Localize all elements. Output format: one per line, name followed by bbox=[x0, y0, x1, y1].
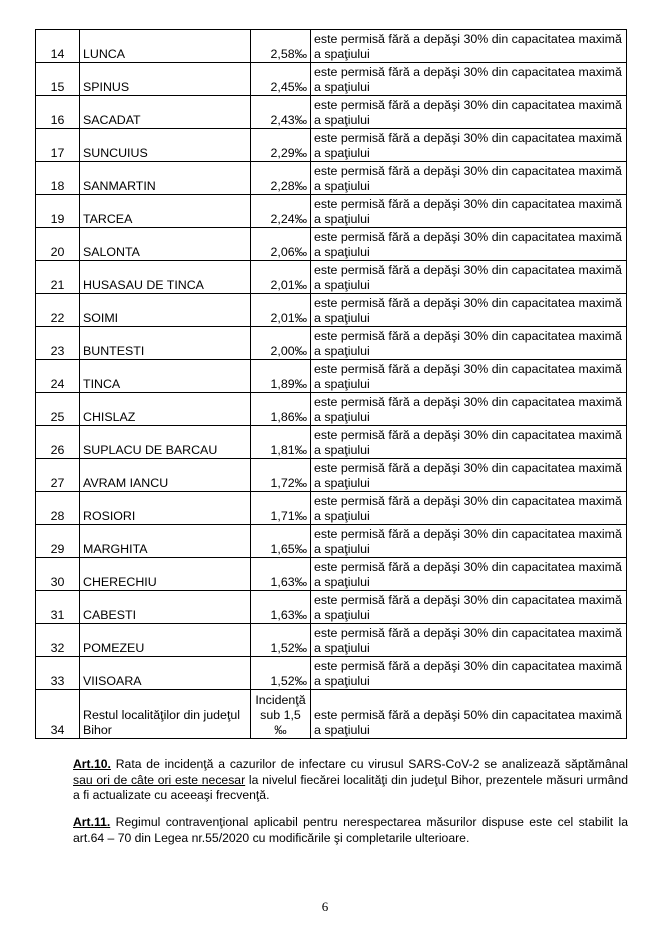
locality-name: ROSIORI bbox=[80, 492, 251, 525]
locality-name: AVRAM IANCU bbox=[80, 459, 251, 492]
row-number: 29 bbox=[36, 525, 80, 558]
table-row bbox=[36, 327, 627, 360]
row-number: 18 bbox=[36, 162, 80, 195]
row-number: 20 bbox=[36, 228, 80, 261]
measure-text: este permisă fără a depăşi 30% din capacitatea maximă a spaţiului bbox=[311, 96, 627, 129]
measure-text: este permisă fără a depăşi 30% din capacitatea maximă a spaţiului bbox=[311, 294, 627, 327]
incidence-rate: 1,63‰ bbox=[251, 558, 311, 591]
table-row bbox=[36, 30, 627, 63]
table-row bbox=[36, 426, 627, 459]
row-number: 16 bbox=[36, 96, 80, 129]
incidence-rate: 1,71‰ bbox=[251, 492, 311, 525]
incidence-rate: 2,43‰ bbox=[251, 96, 311, 129]
row-number: 27 bbox=[36, 459, 80, 492]
locality-name: VIISOARA bbox=[80, 657, 251, 690]
measure-text: este permisă fără a depăşi 30% din capacitatea maximă a spaţiului bbox=[311, 624, 627, 657]
locality-name: LUNCA bbox=[80, 30, 251, 63]
table-row bbox=[36, 96, 627, 129]
row-number: 32 bbox=[36, 624, 80, 657]
row-number: 28 bbox=[36, 492, 80, 525]
measure-text: este permisă fără a depăşi 30% din capacitatea maximă a spaţiului bbox=[311, 393, 627, 426]
table-row bbox=[36, 657, 627, 690]
measure-text: este permisă fără a depăşi 30% din capacitatea maximă a spaţiului bbox=[311, 327, 627, 360]
article-10-underlined: sau ori de câte ori este necesar bbox=[73, 772, 246, 787]
row-number: 15 bbox=[36, 63, 80, 96]
measure-text: este permisă fără a depăşi 30% din capacitatea maximă a spaţiului bbox=[311, 195, 627, 228]
incidence-rate: 1,63‰ bbox=[251, 591, 311, 624]
locality-name: HUSASAU DE TINCA bbox=[80, 261, 251, 294]
measure-text: este permisă fără a depăşi 30% din capacitatea maximă a spaţiului bbox=[311, 492, 627, 525]
article-11 bbox=[73, 815, 628, 846]
incidence-rate: 2,01‰ bbox=[251, 294, 311, 327]
table-row bbox=[36, 63, 627, 96]
table-row bbox=[36, 525, 627, 558]
measure-text: este permisă fără a depăşi 30% din capacitatea maximă a spaţiului bbox=[311, 591, 627, 624]
locality-name: TARCEA bbox=[80, 195, 251, 228]
incidence-rate: 1,52‰ bbox=[251, 657, 311, 690]
locality-name: SACADAT bbox=[80, 96, 251, 129]
row-number: 26 bbox=[36, 426, 80, 459]
measure-text: este permisă fără a depăşi 30% din capacitatea maximă a spaţiului bbox=[311, 162, 627, 195]
row-number: 14 bbox=[36, 30, 80, 63]
measure-text: este permisă fără a depăşi 50% din capacitatea maximă a spaţiului bbox=[311, 690, 627, 739]
locality-name: MARGHITA bbox=[80, 525, 251, 558]
incidence-rate: 1,89‰ bbox=[251, 360, 311, 393]
locality-name: POMEZEU bbox=[80, 624, 251, 657]
table-row bbox=[36, 294, 627, 327]
locality-name: CHISLAZ bbox=[80, 393, 251, 426]
incidence-table-body bbox=[36, 30, 627, 739]
incidence-rate: 2,29‰ bbox=[251, 129, 311, 162]
locality-name: SOIMI bbox=[80, 294, 251, 327]
row-number: 23 bbox=[36, 327, 80, 360]
row-number: 21 bbox=[36, 261, 80, 294]
locality-name: SANMARTIN bbox=[80, 162, 251, 195]
measure-text: este permisă fără a depăşi 30% din capacitatea maximă a spaţiului bbox=[311, 558, 627, 591]
table-row bbox=[36, 459, 627, 492]
row-number: 33 bbox=[36, 657, 80, 690]
locality-name: TINCA bbox=[80, 360, 251, 393]
table-row bbox=[36, 261, 627, 294]
locality-name: CABESTI bbox=[80, 591, 251, 624]
incidence-rate: 1,65‰ bbox=[251, 525, 311, 558]
incidence-rate: 2,58‰ bbox=[251, 30, 311, 63]
table-row bbox=[36, 129, 627, 162]
row-number: 31 bbox=[36, 591, 80, 624]
row-number: 24 bbox=[36, 360, 80, 393]
locality-name: Restul localităţilor din judeţul Bihor bbox=[80, 690, 251, 739]
row-number: 25 bbox=[36, 393, 80, 426]
article-10 bbox=[73, 757, 628, 804]
row-number: 34 bbox=[36, 690, 80, 739]
article-10-text-b: la nivelul fiecărei localităţi din judeţul Bihor, prezentele măsuri urmând a fi actualizate cu aceeaşi frecvenţă. bbox=[73, 772, 628, 802]
locality-name: CHERECHIU bbox=[80, 558, 251, 591]
article-10-label: Art.10. bbox=[73, 757, 111, 771]
table-row bbox=[36, 558, 627, 591]
incidence-rate: 2,28‰ bbox=[251, 162, 311, 195]
incidence-rate: 1,52‰ bbox=[251, 624, 311, 657]
article-11-text: Regimul contravenţional aplicabil pentru nerespectarea măsurilor dispuse este cel stabilit la art.64 – 70 din Legea nr.55/2020 cu modificările şi completarile ulterioare. bbox=[73, 815, 628, 845]
measure-text: este permisă fără a depăşi 30% din capacitatea maximă a spaţiului bbox=[311, 657, 627, 690]
measure-text: este permisă fără a depăşi 30% din capacitatea maximă a spaţiului bbox=[311, 525, 627, 558]
article-11-label: Art.11. bbox=[73, 815, 111, 829]
locality-name: SUNCUIUS bbox=[80, 129, 251, 162]
row-number: 19 bbox=[36, 195, 80, 228]
measure-text: este permisă fără a depăşi 30% din capacitatea maximă a spaţiului bbox=[311, 129, 627, 162]
measure-text: este permisă fără a depăşi 30% din capacitatea maximă a spaţiului bbox=[311, 360, 627, 393]
locality-name: BUNTESTI bbox=[80, 327, 251, 360]
table-row bbox=[36, 195, 627, 228]
measure-text: este permisă fără a depăşi 30% din capacitatea maximă a spaţiului bbox=[311, 261, 627, 294]
article-10-text-a: Rata de incidenţă a cazurilor de infectare cu virusul SARS-CoV-2 se analizează săptămânal bbox=[110, 757, 628, 771]
measure-text: este permisă fără a depăşi 30% din capacitatea maximă a spaţiului bbox=[311, 228, 627, 261]
table-row bbox=[36, 360, 627, 393]
table-row bbox=[36, 591, 627, 624]
measure-text: este permisă fără a depăşi 30% din capacitatea maximă a spaţiului bbox=[311, 63, 627, 96]
table-row bbox=[36, 492, 627, 525]
incidence-rate: Incidenţă sub 1,5 ‰ bbox=[251, 690, 311, 739]
incidence-rate: 2,06‰ bbox=[251, 228, 311, 261]
incidence-rate: 1,86‰ bbox=[251, 393, 311, 426]
row-number: 17 bbox=[36, 129, 80, 162]
row-number: 30 bbox=[36, 558, 80, 591]
table-row bbox=[36, 624, 627, 657]
measure-text: este permisă fără a depăşi 30% din capacitatea maximă a spaţiului bbox=[311, 459, 627, 492]
incidence-rate: 1,72‰ bbox=[251, 459, 311, 492]
incidence-rate: 2,24‰ bbox=[251, 195, 311, 228]
locality-name: SPINUS bbox=[80, 63, 251, 96]
locality-name: SALONTA bbox=[80, 228, 251, 261]
measure-text: este permisă fără a depăşi 30% din capacitatea maximă a spaţiului bbox=[311, 30, 627, 63]
table-row-rest bbox=[36, 690, 627, 739]
incidence-rate: 1,81‰ bbox=[251, 426, 311, 459]
row-number: 22 bbox=[36, 294, 80, 327]
table-row bbox=[36, 228, 627, 261]
incidence-rate: 2,00‰ bbox=[251, 327, 311, 360]
incidence-rate: 2,01‰ bbox=[251, 261, 311, 294]
table-row bbox=[36, 393, 627, 426]
incidence-table bbox=[35, 29, 627, 739]
table-row bbox=[36, 162, 627, 195]
locality-name: SUPLACU DE BARCAU bbox=[80, 426, 251, 459]
incidence-rate: 2,45‰ bbox=[251, 63, 311, 96]
page-number: 6 bbox=[321, 899, 329, 914]
measure-text: este permisă fără a depăşi 30% din capacitatea maximă a spaţiului bbox=[311, 426, 627, 459]
